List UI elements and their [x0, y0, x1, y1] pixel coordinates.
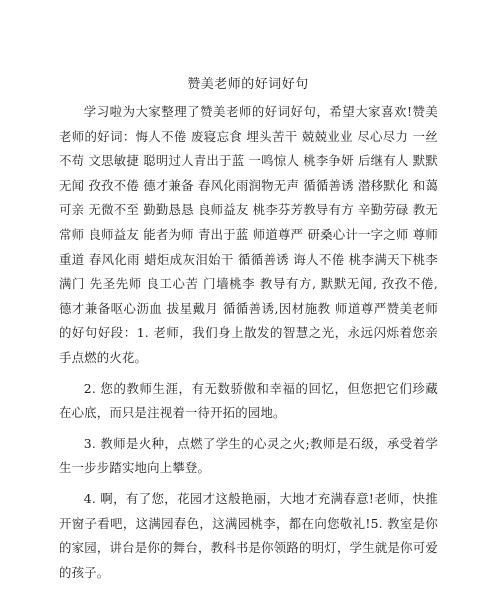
- paragraph-3: 3. 教师是火种，点燃了学生的心灵之火;教师是石级，承受着学生一步步踏实地向上攀登。: [59, 435, 438, 476]
- document-body: [59, 100, 438, 591]
- paragraph-2: 2. 您的教师生涯，有无数骄傲和幸福的回忆，但您把它们珍藏在心底，而只是注视着一待开拓的园地。: [59, 380, 438, 421]
- document-title: 赞美老师的好词好句: [187, 77, 309, 92]
- paragraph-4: 4. 啊，有了您，花园才这般艳丽，大地才充满春意!老师，快推开窗子看吧，这满园春色，这满园桃李，都在向您敬礼!5. 教室是你的家园，讲台是你的舞台，教科书是你领路的明灯，学生就是你可爱的孩子。: [59, 490, 438, 580]
- paragraph-intro: 学习啦为大家整理了赞美老师的好词好句，希望大家喜欢!赞美老师的好词：悔人不倦 废寝忘食 埋头苦干 兢兢业业 尽心尽力 一丝不苟 文思敏捷 聪明过人青出于蓝 一鸣惊人 桃李争妍 后继有人 默默无闻 孜孜不倦 德才兼备 春风化雨润物无声 循循善诱 潜移默化 和蔼可亲 无微不至 勤勤恳恳 良师益友 桃李芬芳教导有方 辛勤劳碌 教无常师 良师益友 能者为师 青出于蓝 师道尊严 研桑心计一字之师 尊师重道 春风化雨 蜡炬成灰泪始干 循循善诱 诲人不倦 桃李满天下桃李满门 先圣先师 良工心苦 门墙桃李 教导有方, 默默无闻, 孜孜不倦, 德才兼备呕心沥血 拔星戴月 循循善诱,因材施教 师道尊严赞美老师的好句好段：1. 老师，我们身上散发的智慧之光，永远闪烁着您亲手点燃的火花。: [59, 104, 438, 365]
